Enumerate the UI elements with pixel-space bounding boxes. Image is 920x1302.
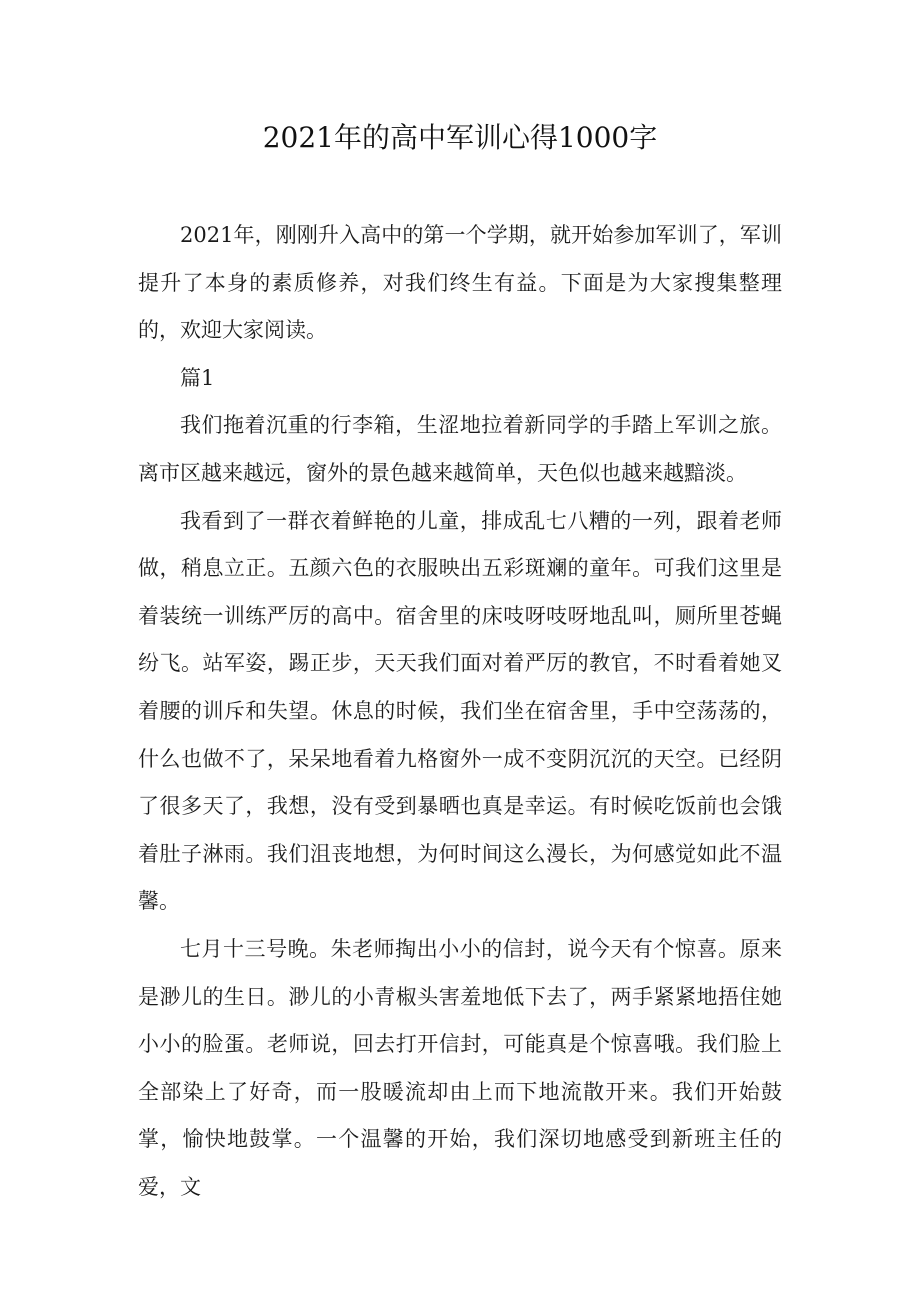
- document-title: 2021年的高中军训心得1000字: [262, 121, 658, 154]
- intro-paragraph: 2021年，刚刚升入高中的第一个学期，就开始参加军训了，军训提升了本身的素质修养，对我们终生有益。下面是为大家搜集整理的，欢迎大家阅读。: [138, 223, 782, 343]
- body-paragraph: 我们拖着沉重的行李箱，生涩地拉着新同学的手踏上军训之旅。离市区越来越远，窗外的景色越来越简单，天色似也越来越黯淡。: [138, 413, 782, 485]
- body-paragraph: 七月十三号晚。朱老师掏出小小的信封，说今天有个惊喜。原来是渺儿的生日。渺儿的小青椒头害羞地低下去了，两手紧紧地捂住她小小的脸蛋。老师说，回去打开信封，可能真是个惊喜哦。我们脸上全部染上了好奇，而一股暖流却由上而下地流散开来。我们开始鼓掌，愉快地鼓掌。一个温馨的开始，我们深切地感受到新班主任的爱，文: [138, 936, 782, 1199]
- body-paragraph: 我看到了一群衣着鲜艳的儿童，排成乱七八糟的一列，跟着老师做，稍息立正。五颜六色的衣服映出五彩斑斓的童年。可我们这里是着装统一训练严厉的高中。宿舍里的床吱呀吱呀地乱叫，厕所里苍蝇纷飞。站军姿，踢正步，天天我们面对着严厉的教官，不时看着她叉着腰的训斥和失望。休息的时候，我们坐在宿舍里，手中空荡荡的，什么也做不了，呆呆地看着九格窗外一成不变阴沉沉的天空。已经阴了很多天了，我想，没有受到暴晒也真是幸运。有时候吃饭前也会饿着肚子淋雨。我们沮丧地想，为何时间这么漫长，为何感觉如此不温馨。: [138, 508, 782, 914]
- section-heading: 篇1: [180, 365, 215, 390]
- document-body: [138, 212, 782, 1211]
